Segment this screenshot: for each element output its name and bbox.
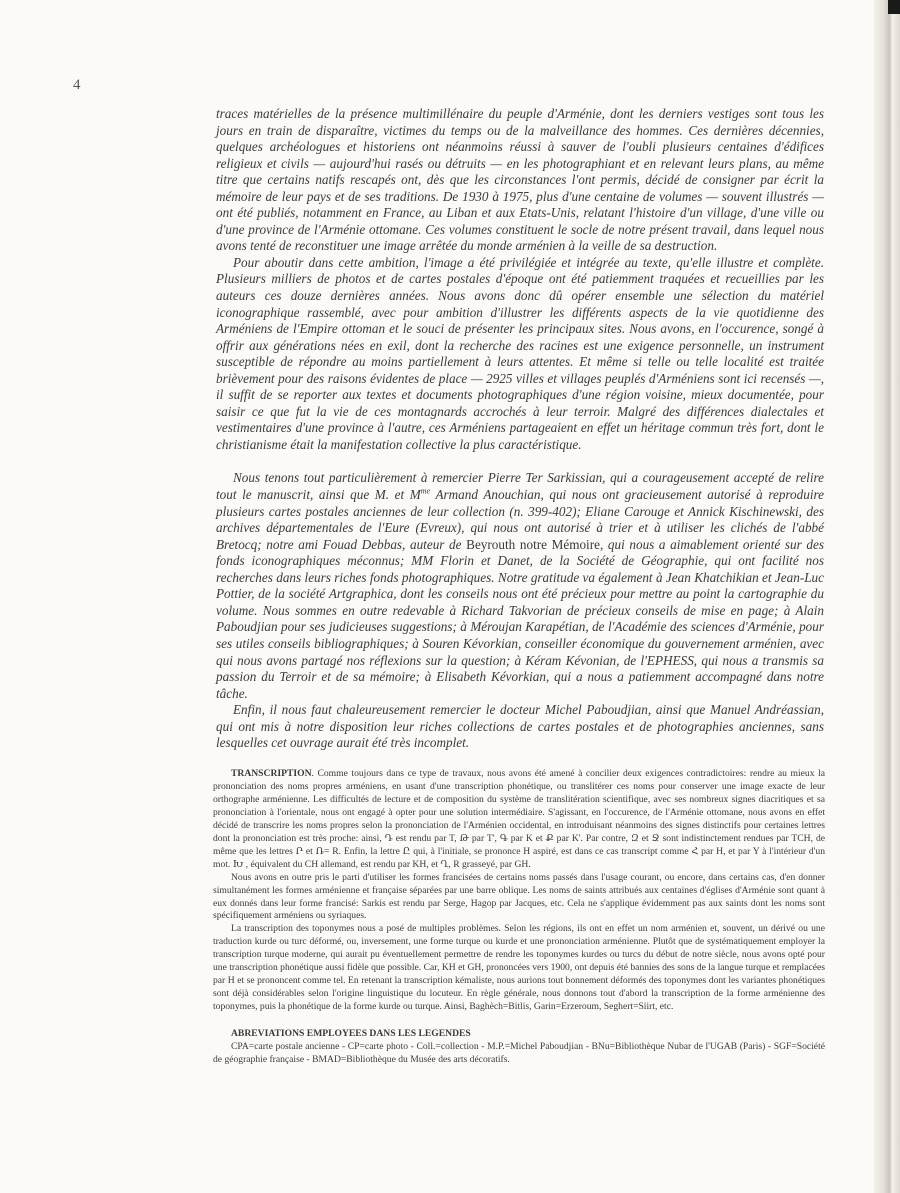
thanks-superscript: me	[420, 486, 431, 496]
notes-paragraph-2: Nous avons en outre pris le parti d'utiliser les formes francisées de certains noms passés dans l'usage courant, ou encore, dans certains cas, d'en donner simultanément les formes arménienne et française séparées par une barre oblique. Les noms de saints attribués aux centaines d'églises d'Arménie sont quant à eux donnés dans leur forme francisé: Sarkis est rendu par Serge, Hagop par Jacques, etc. Cela ne s'applique évidemment pas aux saints dont les noms sont spécifiquement arméniens ou syriaques.	[213, 871, 825, 922]
thanks-part-3: , qui nous a aimablement orienté sur des fonds iconographiques méconnus; MM Florin et Danet, de la Société de Géographie, qui ont facilité nos recherches dans leurs riches fonds photographiques. Notre gratitude va également à Jean Khatchikian et Jean-Luc Pottier, de la société Artgraphica, dont les conseils nous ont été précieux pour mettre au point la cartographie du volume. Nous sommes en outre redevable à Richard Takvorian de précieux conseils de mise en page; à Alain Paboudjian pour ses judicieuses suggestions; à Méroujan Karapétian, de l'Académie des sciences d'Arménie, pour ses utiles conseils bibliographiques; à Souren Kévorkian, conseiller économique du gouvernement arménien, avec qui nous avons partagé nos réflexions sur la question; à Kéram Kévonian, de l'EPHESS, qui nous a transmis sa passion du Terroir et de sa mémoire; à Elisabeth Kévorkian, qui a nous a patiemment accompagné dans notre tâche.	[216, 536, 824, 701]
transcription-label: TRANSCRIPTION	[231, 768, 312, 779]
intro-text	[216, 106, 824, 752]
notes-paragraph-3: La transcription des toponymes nous a posé de multiples problèmes. Selon les régions, ils ont en effet un nom arménien et, souvent, un dérivé ou une traduction kurde ou turc déformé, ou, inversement, une forme turque ou kurde et une prononciation arménienne. Plutôt que de systématiquement employer la transcription turque moderne, qui aurait pu éventuellement permettre de rendre les toponymes kurdes ou turcs du début de notre siècle, nous avons opté pour une transcription phonétique aussi fidèle que possible. Car, KH et GH, prononcées vers 1900, ont depuis été bannies des sons de la langue turque et remplacées par H et se prononcent comme tel. En retenant la transcription kémaliste, nous aurions tout bonnement déformés des toponymes dont les variantes phonétiques sont déjà considérables selon l'origine linguistique du locuteur. En règle générale, nous donnons tout d'abord la transcription de la forme arménienne des toponymes, puis la phonétique de la forme kurde ou turque. Ainsi, Baghèch=Bitlis, Garin=Erzeroum, Seghert=Siirt, etc.	[213, 923, 825, 1013]
intro-paragraph-1: traces matérielles de la présence multimillénaire du peuple d'Arménie, dont les derniers vestiges sont tous les jours en train de disparaître, victimes du temps ou de la malveillance des hommes. Ces dernières décennies, quelques archéologues et historiens ont néanmoins réussi à sauver de l'oubli plusieurs centaines d'édifices religieux et civils — aujourd'hui rasés ou détruits — en les photographiant et en relevant leurs plans, au même titre que certains natifs rescapés ont, dès que les circonstances l'ont permis, décidé de consigner par écrit la mémoire de leur pays et de ses traditions. De 1930 à 1975, plus d'une centaine de volumes — souvent illustrés — ont été publiés, notamment en France, au Liban et aux Etats-Unis, relatant l'histoire d'un village, d'une ville ou d'une province de l'Arménie ottomane. Ces volumes constituent le socle de notre présent travail, dans lequel nous avons tenté de reconstituer une image arrêtée du monde arménien à la veille de sa destruction.	[216, 106, 824, 254]
acknowledgements-paragraph	[216, 470, 824, 702]
thanks-part-1: Nous tenons tout particulièrement à remercier Pierre Ter Sarkissian, qui a courageusement accepté de relire tout le manuscrit, ainsi que M. et M	[216, 470, 824, 503]
intro-paragraph-2: Pour aboutir dans cette ambition, l'image a été privilégiée et intégrée au texte, qu'elle illustre et complète. Plusieurs milliers de photos et de cartes postales d'époque ont été patiemment traquées et recueillies par les auteurs ces douze dernières années. Nous avons donc dû opérer ensemble une sélection du matériel iconographique rassemblé, avec pour ambition d'illustrer les différents aspects de la vie quotidienne des Arméniens de l'Empire ottoman et le souci de présenter les principaux sites. Nous avons, en l'occurence, songé à offrir aux générations nées en exil, dont la recherche des racines est une exigence personnelle, un instrument susceptible de répondre au moins partiellement à leurs attentes. Et même si telle ou telle localité est traitée brièvement pour des raisons évidentes de place — 2925 villes et villages peuplés d'Arméniens sont ici recensés —, il suffit de se reporter aux textes et documents photographiques d'une région voisine, mieux documentée, pour saisir ce que fut la vie de ces montagnards accrochés à leur terroir. Malgré des différences dialectales et vestimentaires d'une province à l'autre, ces Arméniens partageaient en effet un héritage commun très fort, dont le christianisme était la manifestation collective la plus caractéristique.	[216, 254, 824, 452]
abbreviations-text: CPA=carte postale ancienne - CP=carte photo - Coll.=collection - M.P.=Michel Paboudjian - BNu=Bibliothèque Nubar de l'UGAB (Paris) - SGF=Société de géographie française - BMAD=Bibliothèque du Musée des arts décoratifs.	[213, 1041, 825, 1066]
page-number: 4	[73, 77, 81, 93]
transcription-paragraph	[213, 768, 825, 872]
edge-tab	[888, 0, 900, 14]
transcription-notes	[213, 768, 825, 1067]
book-title: Beyrouth notre Mémoire	[466, 536, 600, 552]
abbreviations-heading: ABREVIATIONS EMPLOYEES DANS LES LEGENDES	[231, 1028, 471, 1040]
final-paragraph: Enfin, il nous faut chaleureusement remercier le docteur Michel Paboudjian, ainsi que Manuel Andréassian, qui ont mis à notre disposition leur riches collections de cartes postales et de photographies anciennes, sans lesquelles cet ouvrage aurait été très incomplet.	[216, 702, 824, 751]
transcription-text: . Comme toujours dans ce type de travaux, nous avons été amené à concilier deux exigences contradictoires: rendre au mieux la prononciation des noms propres arméniens, en usant d'une transcription phonétique, ou translitérer ces noms pour conserver une image exacte de leur orthographe arménienne. Les difficultés de lecture et de composition du système de translitération scientifique, avec ses nombreux signes diacritiques et sa prononciation à l'orientale, nous ont engagé à opter pour une solution intermédiaire. S'agissant, en l'occurence, de l'Arménie ottomane, nous avons en effet décidé de transcrire les noms propres selon la prononciation de l'Arménien occidental, en introduisant néanmoins des signes distinctifs pour certaines lettres dont la prononciation est très proche: ainsi, Դ est rendu par T, Թ par T', Գ par K et Ք par K'. Par contre, Զ et Ջ sont indistinctement rendues par TCH, de même que les lettres Ր et Ռ= R. Enfin, la lettre Ը qui, à l'initiale, se prononce H aspiré, est dans ce cas transcript comme Հ par H, et par Y à l'intérieur d'un mot. Խ , équivalent du CH allemand, est rendu par KH, et Ղ, R grasseyé, par GH.	[213, 768, 825, 870]
thanks-part-2: Armand Anouchian, qui nous ont gracieusement autorisé à reproduire plusieurs cartes postales anciennes de leur collection (n. 399-402); Eliane Carouge et Annick Kischinewski, des archives départementales de l'Eure (Evreux), qui nous ont autorisé à trier et à utiliser les clichés de l'abbé Bretocq; notre ami Fouad Debbas, auteur de	[216, 487, 824, 552]
page-edge	[874, 0, 900, 1193]
